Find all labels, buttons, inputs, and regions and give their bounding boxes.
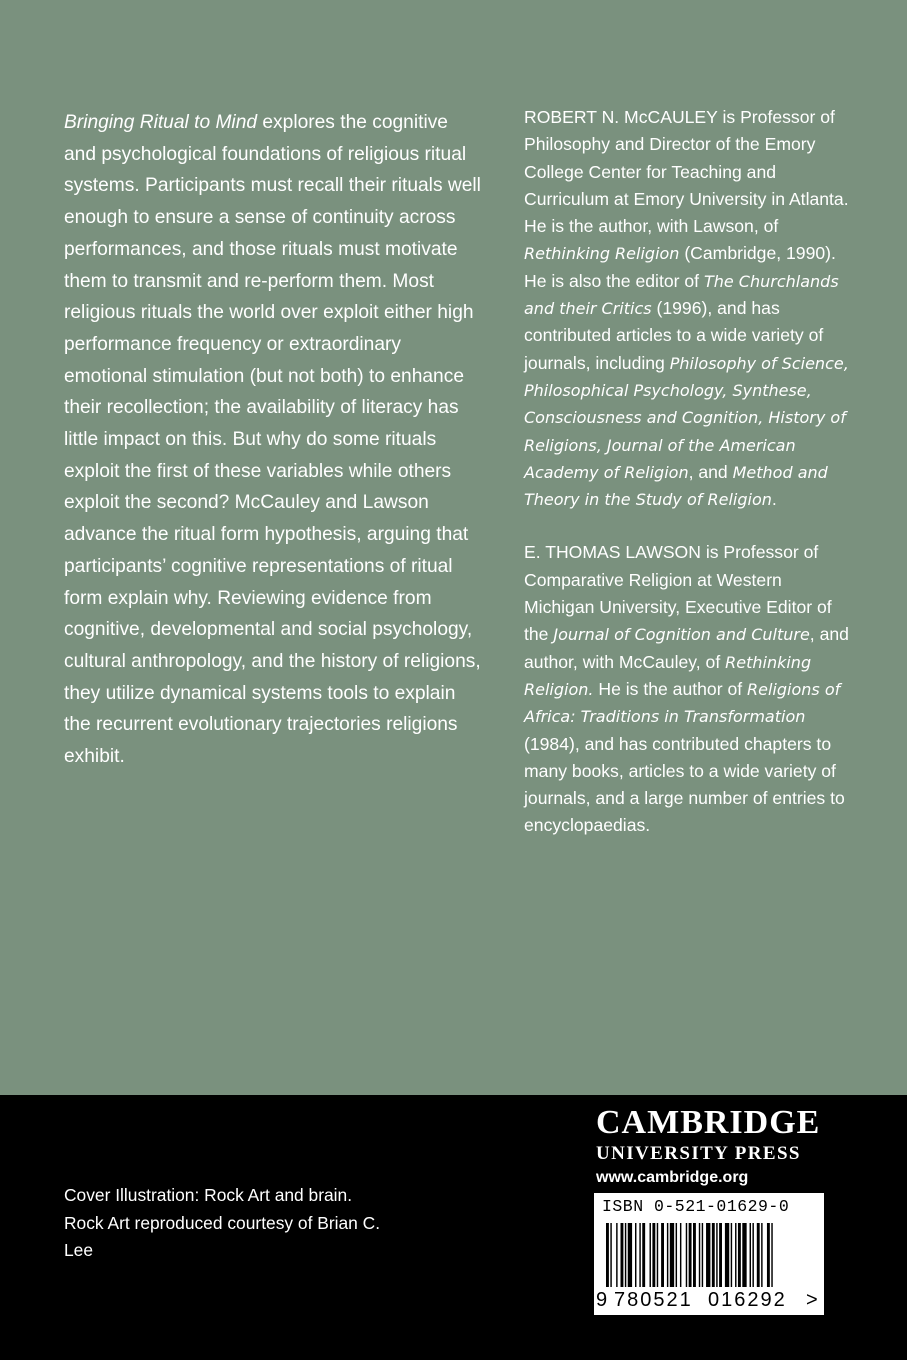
ean-marker: > (806, 1289, 818, 1311)
book-title-italic: Bringing Ritual to Mind (64, 112, 258, 133)
bio-italic: Philosophy of Science, Philosophical Psychology, Synthese, Consciousness and Cognition, History of Religions, Journal of the American Academy of Religion (524, 353, 849, 482)
bio-text: (1996), and has contributed articles to a wide variety of journals, including (524, 298, 824, 373)
publisher-logo (596, 1105, 836, 1189)
bio-text: He is the author of (593, 678, 748, 699)
publisher-subtitle: UNIVERSITY PRESS (596, 1143, 801, 1164)
bio-text: . (771, 489, 777, 510)
description-text: explores the cognitive and psychological foundations of religious ritual systems. Participants must recall their rituals well enough to ensure a sense of continuity across performances, and those rituals must motivate them to transmit and re-perform them. Most religious rituals the world over exploit either high performance frequency or extraordinary emotional stimulation (but not both) to enhance their recollection; the availability of literacy has little impact on this. But why do some rituals exploit the first of these variables while others exploit the second? McCauley and Lawson advance the ritual form hypothesis, arguing that participants’ cognitive representations of ritual form explain why. Reviewing evidence from cognitive, developmental and social psychology, cultural anthropology, and the history of religions, they utilize dynamical systems tools to explain the recurrent evolutionary trajectories religions exhibit. (64, 112, 481, 768)
book-description (64, 107, 484, 773)
bio-italic: Journal of Cognition and Culture (553, 625, 810, 645)
bio-italic: The Churchlands and their Critics (524, 271, 839, 319)
bio-lawson (524, 539, 854, 839)
publisher-name: CAMBRIDGE (596, 1104, 821, 1141)
isbn-barcode (594, 1193, 824, 1315)
ean-left-group: 780521 (614, 1289, 693, 1311)
bio-text: , and author, with McCauley, of (524, 624, 849, 672)
bio-text: (1984), and has contributed chapters to many books, articles to a wide variety of journals, and a large number of entries to encyclopaedias. (524, 733, 845, 836)
bio-text: E. THOMAS LAWSON is Professor of Comparative Religion at Western Michigan University, Executive Editor of the (524, 542, 832, 645)
bio-mccauley (524, 104, 854, 513)
bio-italic: Rethinking Religion (524, 244, 680, 264)
cover-bottom-band (0, 1095, 907, 1360)
bio-text: , and (688, 461, 733, 482)
barcode-bars (602, 1223, 814, 1287)
publisher-url: www.cambridge.org (596, 1169, 749, 1186)
bio-italic: Religions of Africa: Traditions in Transformation (524, 679, 841, 727)
bio-text: ROBERT N. McCAULEY is Professor of Philosophy and Director of the Emory College Center for Teaching and Curriculum at Emory University in Atlanta. He is the author, with Lawson, of (524, 107, 849, 237)
bio-italic: Method and Theory in the Study of Religion (524, 462, 828, 510)
cover-illustration-credit: Cover Illustration: Rock Art and brain. Rock Art reproduced courtesy of Brian C. Lee (64, 1185, 381, 1260)
ean-digits (594, 1289, 824, 1313)
isbn-label: ISBN 0-521-01629-0 (602, 1197, 790, 1216)
ean-first-digit: 9 (596, 1289, 608, 1311)
author-bios (524, 104, 854, 866)
bio-text: (Cambridge, 1990). He is also the editor of (524, 243, 836, 291)
bio-italic: Rethinking Religion. (524, 652, 812, 699)
ean-right-group: 016292 (708, 1289, 787, 1311)
